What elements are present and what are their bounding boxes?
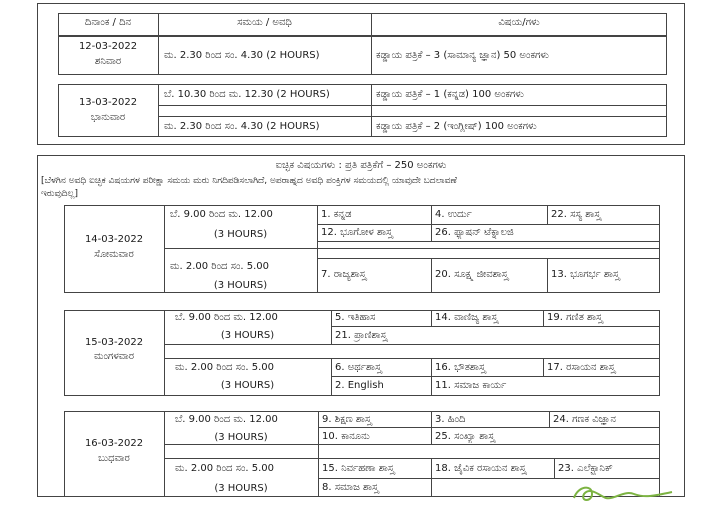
day-cell: ಮಂಗಳವಾರ xyxy=(93,351,135,362)
am-time: ಬೆ. 9.00 ರಿಂದ ಮ. 12.00 xyxy=(175,312,278,323)
subject-cell: ಕಡ್ಡಾಯ ಪತ್ರಿಕೆ – 2 (ಇಂಗ್ಲೀಷ್) 100 ಅಂಕಗಳು xyxy=(376,121,537,132)
subject-cell: 2. English xyxy=(335,380,384,391)
subject-cell: 15. ನಿರ್ವಹಣಾ ಶಾಸ್ತ್ರ xyxy=(322,463,395,474)
signature-scribble xyxy=(568,478,678,508)
subject-cell: 19. ಗಣಿತ ಶಾಸ್ತ್ರ xyxy=(547,312,603,323)
subject-cell: 7. ರಾಜ್ಯಶಾಸ್ತ್ರ xyxy=(321,269,367,280)
subject-cell: 13. ಭೂಗರ್ಭ ಶಾಸ್ತ್ರ xyxy=(551,269,620,280)
optional-note-line2: ಇರುವುದಿಲ್ಲ] xyxy=(41,189,79,199)
subject-cell: 25. ಸಂಖ್ಯಾ ಶಾಸ್ತ್ರ xyxy=(435,431,495,442)
subject-cell: ಕಡ್ಡಾಯ ಪತ್ರಿಕೆ – 3 (ಸಾಮಾನ್ಯ ಜ್ಞಾನ) 50 ಅಂಕಗಳು xyxy=(376,50,549,61)
subject-cell: 16. ಭೌತಶಾಸ್ತ್ರ xyxy=(435,362,486,373)
subject-cell: 20. ಸೂಕ್ಷ್ಮ ಜೀವಶಾಸ್ತ್ರ xyxy=(435,269,509,280)
header-time: ಸಮಯ / ಅವಧಿ xyxy=(237,17,292,28)
optional-note-line1: [ಬೆಳಗಿನ ಅವಧಿ ಐಚ್ಛಿಕ ವಿಷಯಗಳ ಪರೀಕ್ಷಾ ಸಮಯ ಮರು ನಿಗದಿಪಡಿಸಲಾಗಿದೆ, ಅಪರಾಹ್ನದ ಅವಧಿ ಪಂಕ್ತಿಗಳ ಸಮಯದಲ್ಲಿ ಯಾವುದೇ ಬದಲಾವಣೆ xyxy=(41,176,457,186)
pm-hours: (3 HOURS) xyxy=(220,380,275,391)
day-cell: ಭಾನುವಾರ xyxy=(90,112,126,123)
subject-cell: 4. ಉರ್ದು xyxy=(435,209,472,220)
subject-cell: 11. ಸಮಾಜ ಕಾರ್ಯ xyxy=(435,380,507,391)
subject-cell: 26. ಫ್ಯಾಷನ್ ಟೆಕ್ನಾಲಜಿ xyxy=(435,227,514,238)
optional-title: ಐಚ್ಛಿಕ ವಿಷಯಗಳು : ಪ್ರತಿ ಪತ್ರಿಕೆಗೆ – 250 ಅಂಕಗಳು xyxy=(275,160,447,171)
time-cell: ಮ. 2.30 ರಿಂದ ಸಂ. 4.30 (2 HOURS) xyxy=(164,50,320,61)
subject-cell: ಕಡ್ಡಾಯ ಪತ್ರಿಕೆ – 1 (ಕನ್ನಡ) 100 ಅಂಕಗಳು xyxy=(376,89,524,100)
date-cell: 14-03-2022 xyxy=(84,234,144,245)
date-cell: 15-03-2022 xyxy=(84,337,144,348)
pm-time: ಮ. 2.00 ರಿಂದ ಸಂ. 5.00 xyxy=(170,261,270,272)
subject-cell: 23. ಎಲೆಕ್ಟ್ರಾನಿಕ್ xyxy=(558,463,613,474)
header-date: ದಿನಾಂಕ / ದಿನ xyxy=(84,17,132,28)
subject-cell: 5. ಇತಿಹಾಸ xyxy=(335,312,376,323)
pm-hours: (3 HOURS) xyxy=(213,280,268,291)
subject-cell: 18. ಜೈವಿಕ ರಸಾಯನ ಶಾಸ್ತ್ರ xyxy=(435,463,527,474)
subject-cell: 14. ವಾಣಿಜ್ಯ ಶಾಸ್ತ್ರ xyxy=(435,312,498,323)
pm-time: ಮ. 2.00 ರಿಂದ ಸಂ. 5.00 xyxy=(175,463,275,474)
subject-cell: 12. ಭೂಗೋಳ ಶಾಸ್ತ್ರ xyxy=(321,227,393,238)
am-hours: (3 HOURS) xyxy=(214,432,268,443)
time-cell: ಮ. 2.30 ರಿಂದ ಸಂ. 4.30 (2 HOURS) xyxy=(164,121,320,132)
subject-cell: 3. ಹಿಂದಿ xyxy=(435,414,466,425)
date-cell: 12-03-2022 xyxy=(78,41,138,52)
subject-cell: 22. ಸಸ್ಯ ಶಾಸ್ತ್ರ xyxy=(551,209,601,220)
subject-cell: 21. ಪ್ರಾಣಿಶಾಸ್ತ್ರ xyxy=(335,330,388,341)
date-cell: 16-03-2022 xyxy=(84,438,144,449)
day-cell: ಶನಿವಾರ xyxy=(94,56,122,67)
pm-hours: (3 HOURS) xyxy=(214,483,268,494)
pm-time: ಮ. 2.00 ರಿಂದ ಸಂ. 5.00 xyxy=(175,362,275,373)
subject-cell: 24. ಗಣಕ ವಿಜ್ಞಾನ xyxy=(553,414,616,425)
am-hours: (3 HOURS) xyxy=(220,330,275,341)
subject-cell: 9. ಶಿಕ್ಷಣ ಶಾಸ್ತ್ರ xyxy=(322,414,372,425)
subject-cell: 17. ರಸಾಯನ ಶಾಸ್ತ್ರ xyxy=(547,362,616,373)
am-hours: (3 HOURS) xyxy=(213,229,268,240)
subject-cell: 1. ಕನ್ನಡ xyxy=(321,209,352,220)
subject-cell: 6. ಅರ್ಥಶಾಸ್ತ್ರ xyxy=(335,362,382,373)
subject-cell: 8. ಸಮಾಜ ಶಾಸ್ತ್ರ xyxy=(322,482,379,493)
day-cell: ಸೋಮವಾರ xyxy=(94,249,134,260)
am-time: ಬೆ. 9.00 ರಿಂದ ಮ. 12.00 xyxy=(175,414,278,425)
subject-cell: 10. ಕಾನೂನು xyxy=(322,431,370,442)
time-cell: ಬೆ. 10.30 ರಿಂದ ಮ. 12.30 (2 HOURS) xyxy=(164,89,330,100)
day-cell: ಬುಧವಾರ xyxy=(98,453,130,464)
am-time: ಬೆ. 9.00 ರಿಂದ ಮ. 12.00 xyxy=(170,209,273,220)
header-subject: ವಿಷಯ/ಗಳು xyxy=(498,17,540,28)
date-cell: 13-03-2022 xyxy=(78,97,138,108)
